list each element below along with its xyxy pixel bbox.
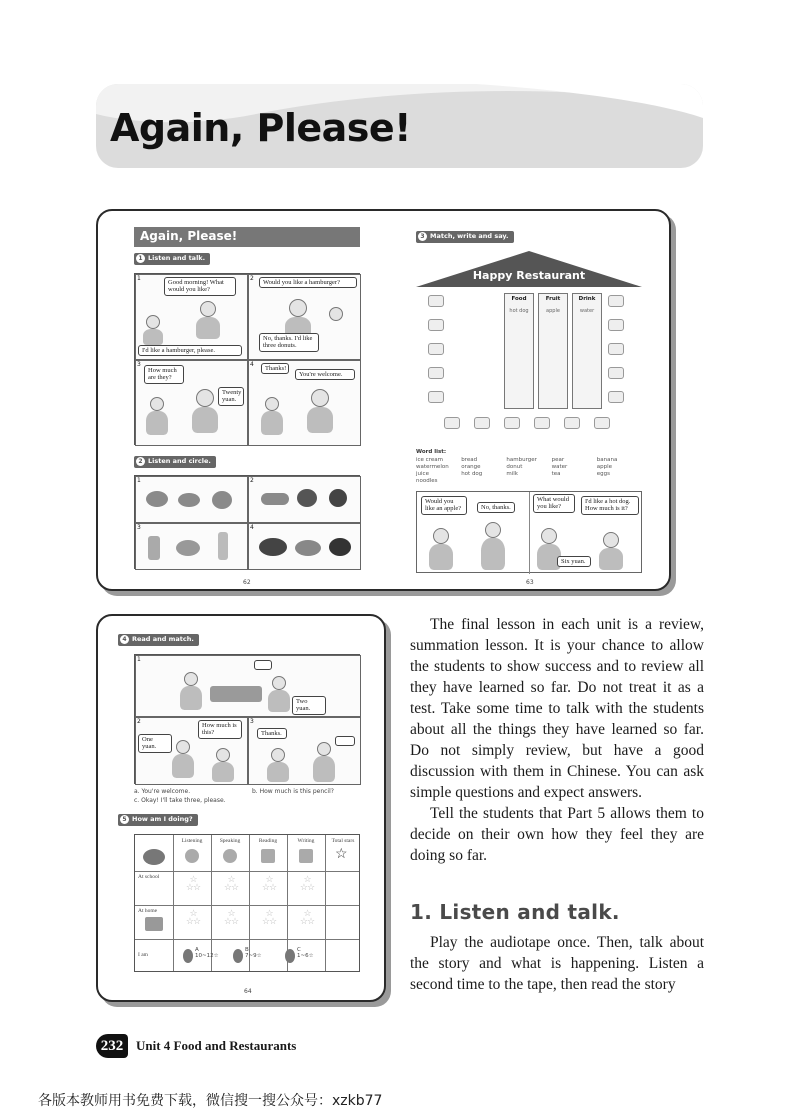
cell-number: 3 (137, 524, 141, 531)
cell-number: 4 (250, 524, 254, 531)
girl-figure (268, 690, 290, 712)
price-tag-food (608, 367, 624, 379)
comic-panel (248, 717, 361, 785)
scene-divider (529, 492, 530, 574)
menu-column-drink (572, 293, 602, 409)
table-column-line (325, 835, 326, 971)
word-list-item: apple (596, 464, 613, 470)
word-list-title: Word list: (416, 449, 447, 455)
word-list-item: pear (551, 457, 565, 463)
rating-a (195, 947, 219, 959)
juice-icon (148, 536, 160, 560)
section-4-label (118, 634, 199, 646)
girl-figure (143, 329, 163, 345)
word-list (416, 449, 642, 484)
word-list-item: water (551, 464, 568, 470)
speech-bubble: Would you like an apple? (421, 496, 467, 515)
waitress-head (196, 389, 214, 407)
price-tag-food (474, 417, 490, 429)
section-2-text: Listen and circle. (148, 457, 211, 465)
rating-grade: C (297, 947, 301, 953)
read-match-comic (134, 654, 360, 784)
circle-cell (135, 476, 248, 523)
bread-icon (295, 540, 321, 556)
match-option: b. How much is this pencil? (252, 788, 334, 795)
page-number-badge: 232 (96, 1034, 128, 1058)
girl-head (146, 315, 160, 329)
price-tag-food (428, 367, 444, 379)
rating-star-icon: ☆ (256, 953, 262, 959)
word-list-item: donut (506, 464, 523, 470)
speech-bubble: How much are they? (144, 365, 184, 384)
boy-head (433, 528, 449, 544)
table-header: Reading (258, 838, 278, 844)
paragraph: Play the audiotape once. Then, talk about the story and what is happening. Listen a second time to the tape, then read the story (410, 934, 704, 993)
spread-page-heading: Again, Please! (134, 227, 360, 247)
speech-bubble: Six yuan. (557, 556, 591, 567)
cell-number: 1 (137, 477, 141, 484)
word-list-item: eggs (596, 471, 611, 477)
speech-bubble: No, thanks. (477, 502, 515, 513)
circle-cell (135, 523, 248, 570)
rating-b (245, 947, 262, 959)
row-label: I am (138, 952, 148, 958)
face-icon-b (233, 949, 243, 963)
speech-bubble: One yuan. (138, 734, 172, 753)
dialog-scene (416, 491, 642, 573)
listen-talk-comic (134, 273, 360, 445)
table-header: Listening (181, 838, 203, 844)
watermelon-icon (329, 538, 351, 556)
word-list-item: bread (461, 457, 478, 463)
bottom-page-number: 64 (244, 988, 252, 995)
waiter-head (289, 299, 307, 317)
section-5-label (118, 814, 198, 826)
girl-head (150, 397, 164, 411)
girl-head (272, 676, 286, 690)
word-list-item: milk (506, 471, 518, 477)
comic-panel (135, 360, 248, 446)
price-tag-food (504, 417, 520, 429)
price-tag-food (428, 391, 444, 403)
food-icon (146, 491, 168, 507)
table-column-line (173, 835, 174, 971)
price-tag-food (608, 319, 624, 331)
section-5-number: 5 (120, 815, 129, 824)
boy-head (184, 672, 198, 686)
star-cluster-icon: ☆ ☆☆ (261, 874, 277, 893)
row-label: At school (138, 874, 160, 880)
word-list-item: tea (551, 471, 561, 477)
girl-figure (599, 548, 623, 570)
waiter-head (200, 301, 216, 317)
word-list-item: banana (596, 457, 618, 463)
girl-figure (267, 762, 289, 782)
rating-star-icon: ☆ (213, 953, 219, 959)
panel-number: 3 (137, 361, 141, 368)
table-header: Writing (297, 838, 315, 844)
panel-number: 4 (250, 361, 254, 368)
section-2-number: 2 (136, 457, 145, 466)
price-tag-food (444, 417, 460, 429)
cell-number: 2 (250, 477, 254, 484)
section-4-text: Read and match. (132, 635, 194, 643)
body-text-continued (410, 932, 704, 995)
girl-figure (146, 411, 168, 435)
comic-panel (248, 360, 361, 446)
comic-panel (135, 274, 248, 360)
page-title: Again, Please! (110, 106, 412, 150)
star-cluster-icon: ☆ ☆☆ (261, 908, 277, 927)
word-list-item: noodles (416, 478, 438, 484)
paragraph: Tell the students that Part 5 allows them to decide on their own how they feel they are doing so far. (410, 805, 704, 864)
mouth-icon (223, 849, 237, 863)
rating-range: 10~12 (195, 953, 214, 959)
body-text (410, 614, 704, 866)
milk-bottle-icon (218, 532, 228, 560)
panel-number: 1 (137, 275, 141, 282)
unit-title: Unit 4 Food and Restaurants (136, 1038, 297, 1053)
star-cluster-icon: ☆ ☆☆ (299, 908, 315, 927)
waiter-head (485, 522, 501, 538)
section-3-label (416, 231, 514, 243)
table-row-line (135, 905, 359, 906)
section-3-text: Match, write and say. (430, 232, 509, 240)
star-cluster-icon: ☆ ☆☆ (185, 908, 201, 927)
menu-column-fruit (538, 293, 568, 409)
star-cluster-icon: ☆ ☆☆ (299, 874, 315, 893)
restaurant-name: Happy Restaurant (472, 269, 586, 282)
rating-range: 7~9 (245, 953, 257, 959)
panel-number: 1 (137, 656, 141, 663)
star-cluster-icon: ☆ ☆☆ (223, 874, 239, 893)
food-icon (178, 493, 200, 507)
section-1-number: 1 (136, 254, 145, 263)
total-star-icon: ☆ (335, 847, 347, 862)
face-icon-c (285, 949, 295, 963)
dog-head (541, 528, 557, 544)
rating-c (297, 947, 314, 959)
panel-number: 3 (250, 718, 254, 725)
table-header: Total stars (331, 838, 355, 844)
section-2-label (134, 456, 216, 468)
waitress-head (311, 389, 329, 407)
speech-bubble: How much is this? (198, 720, 242, 739)
pencil-icon (299, 849, 313, 863)
teapot-icon (176, 540, 200, 556)
waitress-figure (192, 407, 218, 433)
rating-grade: A (195, 947, 199, 953)
word-list-item: juice (416, 471, 429, 477)
word-list-item: watermelon (416, 464, 449, 470)
price-tag-food (608, 391, 624, 403)
match-option: c. Okay! I'll take three, please. (134, 797, 226, 804)
star-cluster-icon: ☆ ☆☆ (223, 908, 239, 927)
section-5-text: How am I doing? (132, 815, 193, 823)
section-4-number: 4 (120, 635, 129, 644)
menu-column-item: hot dog (509, 308, 529, 314)
textbook-spread-thumbnail (96, 209, 671, 591)
comic-panel (135, 717, 248, 785)
face-icon-a (183, 949, 193, 963)
book-icon (261, 849, 275, 863)
price-tag-food (428, 319, 444, 331)
rating-star-icon: ☆ (308, 953, 314, 959)
house-icon (145, 917, 163, 931)
menu-column-header: Fruit (545, 296, 561, 302)
speech-bubble: Thanks! (261, 363, 289, 374)
hamburger-icon (297, 489, 317, 507)
price-tag-food (428, 295, 444, 307)
seller-figure (172, 754, 194, 778)
section-heading: 1. Listen and talk. (410, 900, 620, 924)
listen-circle-grid (134, 475, 360, 569)
table-header: Speaking (219, 838, 241, 844)
waitress-figure (307, 407, 333, 433)
menu-board (504, 293, 604, 409)
dog-head (329, 307, 343, 321)
kids-icon (143, 849, 165, 865)
girl-head (271, 748, 285, 762)
seller-head (176, 740, 190, 754)
menu-column-item: water (579, 308, 595, 314)
section-1-label (134, 253, 210, 265)
comic-panel (135, 655, 361, 717)
star-cluster-icon: ☆ ☆☆ (185, 874, 201, 893)
left-page-number: 62 (243, 579, 251, 586)
speech-bubble: I'd like a hot dog. How much is it? (581, 496, 639, 515)
speech-bubble: Twenty yuan. (218, 387, 244, 406)
paragraph: The final lesson in each unit is a review, summation lesson. It is your chance to allow the students to show success and to review all they have learned so far. Do not treat it as a test. Take some time to talk with the students about all the things they have learned so far. Do not simply review, but have a good discussion with them in Chinese. You can ask simple questions and expect answers. (410, 616, 704, 801)
comic-panel (248, 274, 361, 360)
section-3-number: 3 (418, 232, 427, 241)
word-list-item: ice cream (416, 457, 443, 463)
speech-bubble: Thanks. (257, 728, 287, 739)
menu-column-item: apple (546, 308, 560, 314)
match-options (134, 787, 360, 805)
section-1-text: Listen and talk. (148, 254, 206, 262)
table-row-line (135, 939, 359, 940)
table-row-line (135, 871, 359, 872)
seller-figure (313, 756, 335, 782)
girl-head (603, 532, 619, 548)
textbook-page-thumbnail (96, 614, 386, 1002)
food-icon (212, 491, 232, 509)
empty-speech-bubble (254, 660, 272, 670)
panel-number: 2 (250, 275, 254, 282)
speech-bubble: No, thanks. I'd like three donuts. (259, 333, 319, 352)
hotdog-icon (261, 493, 289, 505)
girl-figure (212, 762, 234, 782)
price-tag-food (608, 343, 624, 355)
menu-column-food (504, 293, 534, 409)
menu-column-header: Drink (578, 296, 596, 302)
speech-bubble: You're welcome. (295, 369, 355, 380)
shop-counter (210, 686, 262, 702)
speech-bubble: Would you like a hamburger? (259, 277, 357, 288)
match-option: a. You're welcome. (134, 788, 191, 795)
self-assessment-table (134, 834, 360, 972)
girl-head (265, 397, 279, 411)
circle-cell (248, 523, 361, 570)
title-banner (96, 84, 703, 168)
price-tag-food (428, 343, 444, 355)
donut-icon (329, 489, 347, 507)
rating-grade: B (245, 947, 249, 953)
empty-speech-bubble (335, 736, 355, 746)
girl-figure (261, 411, 283, 435)
waiter-figure (196, 317, 220, 339)
word-list-item: orange (461, 464, 481, 470)
panel-number: 2 (137, 718, 141, 725)
menu-column-header: Food (511, 296, 527, 302)
ear-icon (185, 849, 199, 863)
price-tag-food (594, 417, 610, 429)
waiter-figure (481, 538, 505, 570)
boy-figure (429, 544, 453, 570)
watermark-text: 各版本教师用书免费下载，微信搜一搜公众号：xzkb77 (38, 1093, 383, 1109)
right-page-number: 63 (526, 579, 534, 586)
row-label: At home (138, 908, 158, 914)
price-tag-food (608, 295, 624, 307)
apples-icon (259, 538, 287, 556)
word-list-item: hot dog (461, 471, 483, 477)
boy-figure (180, 686, 202, 710)
speech-bubble: What would you like? (533, 494, 575, 513)
price-tag-food (564, 417, 580, 429)
seller-head (317, 742, 331, 756)
word-list-item: hamburger (506, 457, 537, 463)
circle-cell (248, 476, 361, 523)
speech-bubble: I'd like a hamburger, please. (138, 345, 242, 356)
price-tag-food (534, 417, 550, 429)
rating-range: 1~6 (297, 953, 309, 959)
speech-bubble: Good morning! What would you like? (164, 277, 236, 296)
speech-bubble: Two yuan. (292, 696, 326, 715)
girl-head (216, 748, 230, 762)
